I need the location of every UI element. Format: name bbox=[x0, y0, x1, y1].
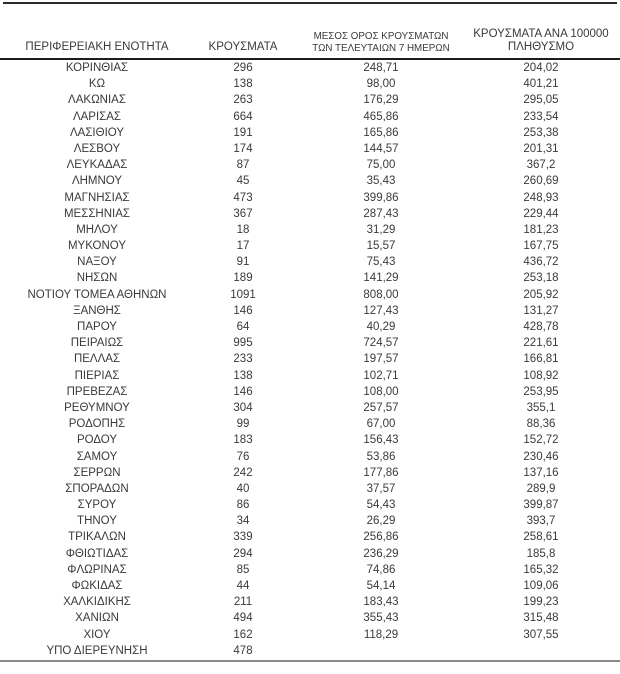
table-row bbox=[4, 513, 616, 529]
cases-cell: 34 bbox=[236, 515, 250, 528]
region-cell: ΣΕΡΡΩΝ bbox=[73, 466, 121, 479]
table-row bbox=[4, 465, 616, 481]
per100k-cell: 401,21 bbox=[523, 78, 559, 91]
avg7day-cell: 98,00 bbox=[366, 78, 396, 91]
cases-cell: 45 bbox=[236, 175, 250, 188]
region-cell: ΣΥΡΟΥ bbox=[77, 499, 117, 512]
table-row bbox=[4, 610, 616, 626]
table-row bbox=[4, 594, 616, 610]
per100k-cell: 131,27 bbox=[523, 304, 559, 317]
cases-cell: 85 bbox=[236, 563, 250, 576]
region-cell: ΚΟΡΙΝΘΙΑΣ bbox=[65, 62, 129, 74]
avg7day-cell: 236,29 bbox=[363, 547, 399, 560]
cases-cell: 86 bbox=[236, 499, 250, 512]
per100k-cell: 137,16 bbox=[523, 466, 559, 479]
table-row bbox=[4, 562, 616, 578]
top-rule bbox=[3, 2, 617, 4]
cases-cell: 76 bbox=[236, 450, 250, 463]
per100k-cell: 185,8 bbox=[526, 547, 556, 560]
cases-cell: 44 bbox=[236, 580, 250, 592]
per100k-cell: 315,48 bbox=[523, 612, 559, 625]
cases-cell: 18 bbox=[236, 223, 250, 236]
avg7day-cell: 15,57 bbox=[366, 240, 396, 253]
col-header-per100k-line1: ΚΡΟΥΣΜΑΤΑ ΑΝΑ 100000 bbox=[473, 28, 609, 40]
region-cell: ΥΠΟ ΔΙΕΡΕΥΝΗΣΗ bbox=[46, 644, 148, 657]
regional-cases-table bbox=[4, 21, 616, 659]
table-row bbox=[4, 400, 616, 416]
table-row bbox=[4, 335, 616, 351]
avg7day-cell: 141,29 bbox=[363, 272, 399, 285]
avg7day-cell: 144,57 bbox=[363, 142, 399, 155]
per100k-cell: 166,81 bbox=[523, 353, 559, 366]
col-header-avg7day-line2: ΤΩΝ ΤΕΛΕΥΤΑΙΩΝ 7 ΗΜΕΡΩΝ bbox=[312, 42, 450, 54]
table-row bbox=[4, 190, 616, 206]
table-row bbox=[4, 627, 616, 643]
region-cell: ΦΛΩΡΙΝΑΣ bbox=[67, 563, 127, 576]
avg7day-cell: 127,43 bbox=[363, 304, 399, 317]
cases-cell: 494 bbox=[233, 612, 253, 625]
avg7day-cell: 399,86 bbox=[363, 191, 399, 204]
table-row bbox=[4, 416, 616, 432]
per100k-cell: 167,75 bbox=[523, 240, 559, 253]
per100k-cell: 152,72 bbox=[523, 434, 559, 447]
per100k-cell bbox=[466, 643, 616, 659]
cases-cell: 189 bbox=[233, 272, 253, 285]
table-row bbox=[4, 157, 616, 173]
avg7day-cell: 102,71 bbox=[363, 369, 399, 382]
col-header-per100k-line2: ΠΛΗΘΥΣΜΟ bbox=[507, 41, 575, 53]
avg7day-cell: 465,86 bbox=[363, 110, 399, 123]
per100k-cell: 253,95 bbox=[523, 385, 559, 398]
cases-cell: 367 bbox=[233, 207, 253, 220]
region-cell: ΝΑΞΟΥ bbox=[77, 256, 117, 269]
region-cell: ΡΟΔΟΥ bbox=[76, 434, 118, 447]
per100k-cell: 201,31 bbox=[523, 142, 559, 155]
avg7day-cell: 355,43 bbox=[363, 612, 399, 625]
per100k-cell: 181,23 bbox=[523, 223, 559, 236]
avg7day-cell: 75,00 bbox=[366, 159, 396, 172]
col-header-region-label: ΠΕΡΙΦΕΡΕΙΑΚΗ ΕΝΟΤΗΤΑ bbox=[25, 41, 169, 53]
per100k-cell: 221,61 bbox=[523, 337, 559, 350]
cases-cell: 138 bbox=[233, 78, 253, 91]
table-row bbox=[4, 173, 616, 189]
col-header-avg7day bbox=[296, 21, 466, 60]
table-row bbox=[4, 432, 616, 448]
per100k-cell: 355,1 bbox=[526, 401, 556, 414]
region-cell: ΤΗΝΟΥ bbox=[77, 515, 117, 528]
header-row bbox=[4, 21, 616, 60]
cases-cell: 211 bbox=[233, 596, 253, 609]
cases-cell: 304 bbox=[233, 401, 253, 414]
avg7day-cell bbox=[296, 643, 466, 659]
table-row bbox=[4, 546, 616, 562]
table-row bbox=[4, 222, 616, 238]
table-row bbox=[4, 368, 616, 384]
cases-cell: 40 bbox=[236, 482, 250, 495]
region-cell: ΣΑΜΟΥ bbox=[76, 450, 118, 463]
avg7day-cell: 176,29 bbox=[363, 94, 399, 107]
cases-cell: 296 bbox=[233, 62, 253, 74]
region-cell: ΧΙΟΥ bbox=[83, 628, 111, 641]
per100k-cell: 199,23 bbox=[523, 596, 559, 609]
region-cell: ΜΑΓΝΗΣΙΑΣ bbox=[64, 191, 130, 204]
table-row bbox=[4, 60, 616, 76]
table-row bbox=[4, 578, 616, 594]
avg7day-cell: 54,43 bbox=[366, 499, 396, 512]
region-cell: ΜΥΚΟΝΟΥ bbox=[67, 240, 127, 253]
cases-cell: 99 bbox=[236, 418, 250, 431]
per100k-cell: 253,38 bbox=[523, 126, 559, 139]
region-cell: ΠΕΙΡΑΙΩΣ bbox=[70, 337, 124, 350]
per100k-cell: 165,32 bbox=[523, 563, 559, 576]
cases-cell: 146 bbox=[233, 385, 253, 398]
col-header-per100k bbox=[466, 21, 616, 60]
avg7day-cell: 75,43 bbox=[366, 256, 396, 269]
cases-cell: 339 bbox=[233, 531, 253, 544]
per100k-cell: 248,93 bbox=[523, 191, 559, 204]
region-cell: ΣΠΟΡΑΔΩΝ bbox=[65, 482, 129, 495]
col-header-avg7day-line1: ΜΕΣΟΣ ΟΡΟΣ ΚΡΟΥΣΜΑΤΩΝ bbox=[313, 31, 449, 42]
cases-cell: 17 bbox=[236, 240, 250, 253]
region-cell: ΞΑΝΘΗΣ bbox=[73, 304, 121, 317]
table-row bbox=[4, 449, 616, 465]
col-header-cases-label: ΚΡΟΥΣΜΑΤΑ bbox=[208, 41, 278, 53]
table-row bbox=[4, 529, 616, 545]
region-cell: ΝΗΣΩΝ bbox=[76, 272, 118, 285]
table-row bbox=[4, 497, 616, 513]
region-cell: ΡΟΔΟΠΗΣ bbox=[68, 418, 126, 431]
cases-cell: 87 bbox=[236, 159, 250, 172]
per100k-cell: 109,06 bbox=[523, 580, 559, 592]
cases-cell: 995 bbox=[233, 337, 253, 350]
bottom-rule bbox=[0, 660, 620, 662]
cases-cell: 242 bbox=[233, 466, 253, 479]
region-cell: ΧΑΝΙΩΝ bbox=[75, 612, 119, 625]
per100k-cell: 436,72 bbox=[523, 256, 559, 269]
region-cell: ΠΑΡΟΥ bbox=[77, 321, 117, 333]
per100k-cell: 108,92 bbox=[523, 369, 559, 382]
region-cell: ΠΕΛΛΑΣ bbox=[73, 353, 121, 366]
region-cell: ΛΕΣΒΟΥ bbox=[73, 142, 121, 155]
cases-cell: 174 bbox=[233, 142, 253, 155]
table-row bbox=[4, 643, 616, 659]
avg7day-cell: 35,43 bbox=[366, 175, 396, 188]
region-cell: ΛΗΜΝΟΥ bbox=[71, 175, 123, 188]
table-row bbox=[4, 481, 616, 497]
per100k-cell: 253,18 bbox=[523, 272, 559, 285]
table-row bbox=[4, 238, 616, 254]
region-cell: ΤΡΙΚΑΛΩΝ bbox=[68, 531, 126, 544]
region-cell: ΜΗΛΟΥ bbox=[76, 223, 118, 236]
avg7day-cell: 53,86 bbox=[366, 450, 396, 463]
avg7day-cell: 54,14 bbox=[366, 580, 396, 592]
table-body bbox=[4, 60, 616, 659]
avg7day-cell: 183,43 bbox=[363, 596, 399, 609]
table-row bbox=[4, 384, 616, 400]
table-row bbox=[4, 92, 616, 108]
per100k-cell: 289,9 bbox=[526, 482, 556, 495]
table-header bbox=[4, 21, 616, 60]
col-header-cases bbox=[190, 21, 296, 60]
avg7day-cell: 177,86 bbox=[363, 466, 399, 479]
per100k-cell: 399,87 bbox=[523, 499, 559, 512]
table-row bbox=[4, 206, 616, 222]
avg7day-cell: 31,29 bbox=[366, 223, 396, 236]
region-cell: ΝΟΤΙΟΥ ΤΟΜΕΑ ΑΘΗΝΩΝ bbox=[27, 288, 167, 301]
cases-cell: 162 bbox=[233, 628, 253, 641]
avg7day-cell: 40,29 bbox=[366, 321, 396, 333]
region-cell: ΡΕΘΥΜΝΟΥ bbox=[64, 401, 130, 414]
avg7day-cell: 156,43 bbox=[363, 434, 399, 447]
table-row bbox=[4, 254, 616, 270]
table-row bbox=[4, 287, 616, 303]
avg7day-cell: 724,57 bbox=[363, 337, 399, 350]
per100k-cell: 204,02 bbox=[523, 62, 559, 74]
avg7day-cell: 256,86 bbox=[363, 531, 399, 544]
per100k-cell: 205,92 bbox=[523, 288, 559, 301]
cases-cell: 664 bbox=[233, 110, 253, 123]
avg7day-cell: 26,29 bbox=[366, 515, 396, 528]
table-row bbox=[4, 303, 616, 319]
avg7day-cell: 118,29 bbox=[363, 628, 399, 641]
per100k-cell: 307,55 bbox=[523, 628, 559, 641]
per100k-cell: 229,44 bbox=[523, 207, 559, 220]
region-cell: ΛΑΡΙΣΑΣ bbox=[72, 110, 122, 123]
cases-cell: 183 bbox=[233, 434, 253, 447]
region-cell: ΛΑΣΙΘΙΟΥ bbox=[69, 126, 125, 139]
col-header-region bbox=[4, 21, 190, 60]
table-row bbox=[4, 125, 616, 141]
cases-cell: 64 bbox=[236, 321, 250, 333]
region-cell: ΦΩΚΙΔΑΣ bbox=[71, 580, 123, 592]
region-cell: ΦΘΙΩΤΙΔΑΣ bbox=[65, 547, 129, 560]
region-cell: ΠΙΕΡΙΑΣ bbox=[74, 369, 120, 382]
cases-cell: 91 bbox=[236, 256, 250, 269]
avg7day-cell: 808,00 bbox=[363, 288, 399, 301]
table-row bbox=[4, 351, 616, 367]
cases-cell: 478 bbox=[233, 644, 253, 657]
avg7day-cell: 67,00 bbox=[366, 418, 396, 431]
cases-cell: 1091 bbox=[230, 288, 256, 301]
region-cell: ΛΑΚΩΝΙΑΣ bbox=[68, 94, 126, 107]
cases-cell: 138 bbox=[233, 369, 253, 382]
cases-cell: 263 bbox=[233, 94, 253, 107]
cases-cell: 473 bbox=[233, 191, 253, 204]
per100k-cell: 233,54 bbox=[523, 110, 559, 123]
table-row bbox=[4, 141, 616, 157]
region-cell: ΛΕΥΚΑΔΑΣ bbox=[66, 159, 128, 172]
avg7day-cell: 248,71 bbox=[363, 62, 399, 74]
table-row bbox=[4, 76, 616, 92]
per100k-cell: 230,46 bbox=[523, 450, 559, 463]
region-cell: ΠΡΕΒΕΖΑΣ bbox=[66, 385, 128, 398]
per100k-cell: 88,36 bbox=[526, 418, 556, 431]
per100k-cell: 393,7 bbox=[526, 515, 556, 528]
per100k-cell: 260,69 bbox=[523, 175, 559, 188]
per100k-cell: 258,61 bbox=[523, 531, 559, 544]
region-cell: ΜΕΣΣΗΝΙΑΣ bbox=[63, 207, 131, 220]
cases-cell: 146 bbox=[233, 304, 253, 317]
avg7day-cell: 37,57 bbox=[366, 482, 396, 495]
cases-cell: 294 bbox=[233, 547, 253, 560]
avg7day-cell: 74,86 bbox=[366, 563, 396, 576]
region-cell: ΧΑΛΚΙΔΙΚΗΣ bbox=[63, 596, 131, 609]
table-row bbox=[4, 319, 616, 335]
avg7day-cell: 108,00 bbox=[363, 385, 399, 398]
avg7day-cell: 257,57 bbox=[363, 401, 399, 414]
table-row bbox=[4, 270, 616, 286]
avg7day-cell: 287,43 bbox=[363, 207, 399, 220]
region-cell: ΚΩ bbox=[88, 78, 106, 91]
per100k-cell: 295,05 bbox=[523, 94, 559, 107]
per100k-cell: 367,2 bbox=[526, 159, 556, 172]
cases-cell: 233 bbox=[233, 353, 253, 366]
per100k-cell: 428,78 bbox=[523, 321, 559, 333]
table-row bbox=[4, 109, 616, 125]
cases-cell: 191 bbox=[233, 126, 253, 139]
avg7day-cell: 165,86 bbox=[363, 126, 399, 139]
avg7day-cell: 197,57 bbox=[363, 353, 399, 366]
